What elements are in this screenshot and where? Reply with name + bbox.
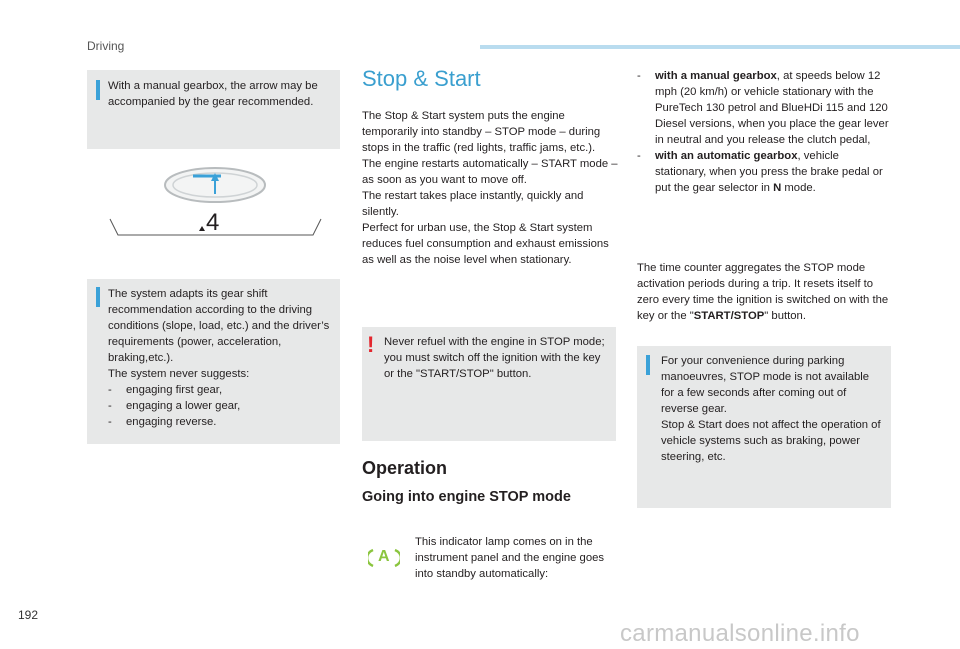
stop-conditions-list — [637, 68, 891, 196]
paragraph: The engine restarts automatically – START mode – as soon as you want to move off. — [362, 158, 618, 186]
list-item — [637, 68, 891, 148]
info-icon — [96, 80, 100, 100]
gear-number: 4 — [206, 209, 220, 236]
list-item: - engaging reverse. — [108, 414, 336, 430]
never-suggests-list — [108, 382, 336, 430]
counter-text: The time counter aggregates the STOP mode activation periods during a trip. It resets itself to zero every time the ignition is switched on with the key or the " — [637, 262, 889, 322]
item-text: , vehicle stationary, when you press the brake pedal or put the gear selector in — [655, 150, 883, 194]
stop-indicator-lamp-icon — [368, 547, 400, 569]
page-number: 192 — [18, 608, 39, 622]
watermark: carmanualsonline.info — [620, 620, 860, 647]
counter-text-end: " button. — [764, 310, 806, 322]
lamp-letter: A — [378, 548, 390, 565]
bold-term: with a manual gearbox — [655, 70, 777, 82]
warning-text: Never refuel with the engine in STOP mode; you must switch off the ignition with the key or the "START/STOP" button. — [384, 336, 605, 380]
start-stop-bold: START/STOP — [693, 310, 765, 322]
info-icon — [646, 355, 650, 375]
never-suggests: The system never suggests: — [108, 368, 250, 380]
info-box-gear-note — [87, 70, 340, 149]
lamp-description: This indicator lamp comes on in the instrument panel and the engine goes into standby automatically: — [415, 536, 605, 580]
time-counter-paragraph — [637, 260, 893, 324]
info-text — [108, 286, 336, 430]
section-label: Driving — [87, 39, 125, 53]
warning-box — [362, 327, 616, 441]
info-box-shift-recommendation — [87, 279, 340, 444]
section-title: Stop & Start — [362, 66, 481, 91]
warning-icon: ! — [367, 332, 375, 357]
paragraph: For your convenience during parking manoeuvres, STOP mode is not available for a few seconds after coming out of reverse gear. — [661, 355, 870, 415]
info-text — [661, 353, 885, 465]
info-icon — [96, 287, 100, 307]
paragraph: Stop & Start does not affect the operation of vehicle systems such as braking, power steering, etc. — [661, 419, 881, 463]
shift-paragraph: The system adapts its gear shift recommendation according to the driving conditions (slope, load, etc.) and the driver’s requirements (power, acceleration, braking,etc.). — [108, 288, 330, 364]
bold-term: with an automatic gearbox — [655, 150, 798, 162]
list-item: - engaging a lower gear, — [108, 398, 336, 414]
info-text: With a manual gearbox, the arrow may be accompanied by the gear recommended. — [108, 80, 318, 108]
operation-heading: Operation — [362, 458, 448, 478]
stop-start-description — [362, 108, 618, 268]
paragraph: Perfect for urban use, the Stop & Start system reduces fuel consumption and exhaust emissions as well as the noise level when stationary. — [362, 222, 609, 266]
list-item: - engaging first gear, — [108, 382, 336, 398]
info-box-parking — [637, 346, 891, 508]
header-bar — [480, 45, 960, 49]
stop-mode-heading: Going into engine STOP mode — [362, 489, 571, 505]
gear-indicator-illustration — [108, 163, 323, 243]
paragraph: The Stop & Start system puts the engine temporarily into standby – STOP mode – during stops in the traffic (red lights, traffic jams, etc.). — [362, 110, 601, 154]
list-item — [637, 148, 891, 196]
paragraph: The restart takes place instantly, quickly and silently. — [362, 190, 584, 218]
gear-n: N — [773, 182, 782, 194]
item-text: mode. — [781, 182, 816, 194]
item-text: , at speeds below 12 mph (20 km/h) or vehicle stationary with the PureTech 130 petrol and BlueHDi 115 and 120 Diesel versions, when you place the gear lever in neutral and you release the clutch pedal, — [655, 70, 889, 146]
